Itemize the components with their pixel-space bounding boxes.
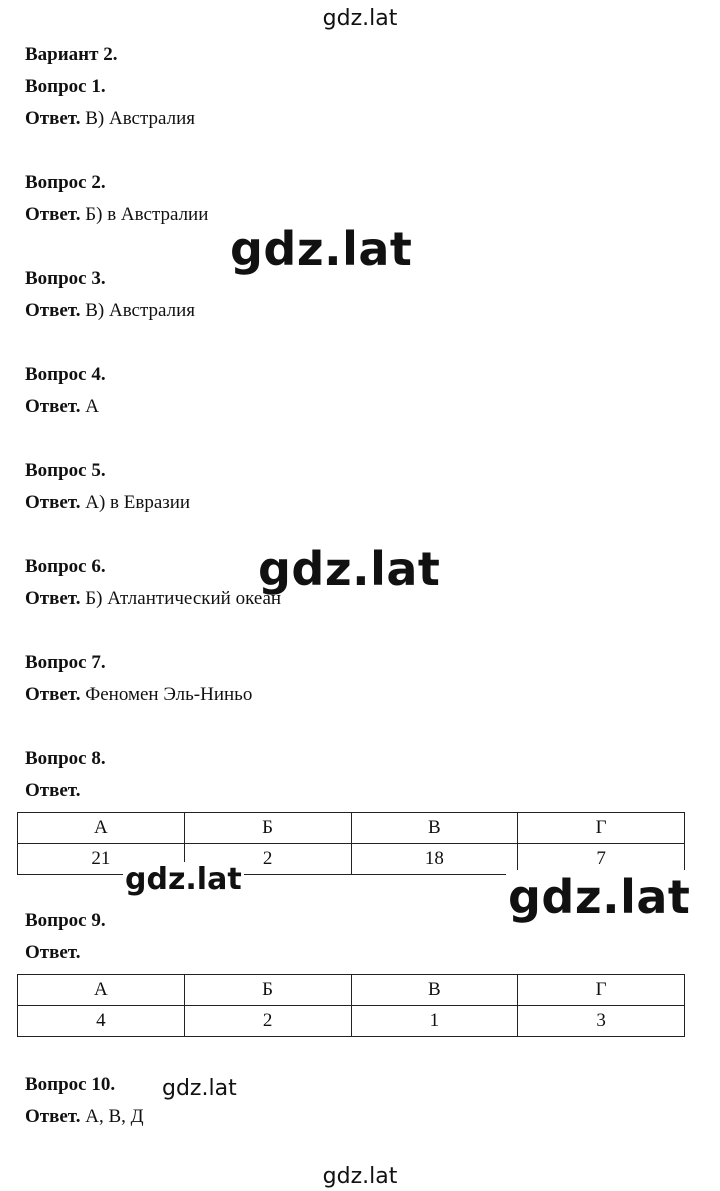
question-4: Вопрос 4.: [25, 364, 106, 385]
answer-3-text: В) Австралия: [85, 300, 196, 321]
answer-10-text: А, В, Д: [85, 1106, 144, 1127]
answer-label: Ответ.: [25, 108, 81, 129]
watermark-overlay: gdz.lat: [162, 1076, 237, 1101]
table-value-cell: 2: [184, 1006, 351, 1037]
answer-label: Ответ.: [25, 942, 81, 963]
watermark-top: gdz.lat: [322, 6, 398, 31]
answer-6: [25, 588, 281, 610]
table-header-cell: А: [18, 813, 185, 844]
answer-2-text: Б) в Австралии: [85, 204, 209, 225]
answer-label: Ответ.: [25, 588, 81, 609]
answer-label: Ответ.: [25, 780, 81, 801]
table-value-cell: 3: [518, 1006, 685, 1037]
table-value-cell: 2: [184, 844, 351, 875]
answer-6-text: Б) Атлантический океан: [85, 588, 282, 609]
answer-label: Ответ.: [25, 204, 81, 225]
answer-5: [25, 492, 190, 514]
answer-label: Ответ.: [25, 492, 81, 513]
answer-5-text: А) в Евразии: [85, 492, 191, 513]
question-8: Вопрос 8.: [25, 748, 106, 769]
answer-label: Ответ.: [25, 1106, 81, 1127]
answer-8: [25, 780, 80, 802]
question-9: Вопрос 9.: [25, 910, 106, 931]
answer-9: [25, 942, 80, 964]
answer-4-text: А: [85, 396, 99, 417]
answer-1-text: В) Австралия: [85, 108, 196, 129]
watermark-overlay: gdz.lat: [258, 542, 441, 596]
question-3: Вопрос 3.: [25, 268, 106, 289]
answer-8-table: [17, 812, 685, 875]
question-6: Вопрос 6.: [25, 556, 106, 577]
table-header-row: [18, 813, 685, 844]
answer-2: [25, 204, 208, 226]
table-header-cell: Б: [184, 813, 351, 844]
watermark-overlay: gdz.lat: [230, 222, 413, 276]
table-header-cell: А: [18, 975, 185, 1006]
table-value-row: [18, 1006, 685, 1037]
answer-label: Ответ.: [25, 300, 81, 321]
table-header-cell: В: [351, 813, 518, 844]
answer-7: [25, 684, 252, 706]
answer-10: [25, 1106, 144, 1128]
answer-9-table: [17, 974, 685, 1037]
answer-4: [25, 396, 99, 418]
watermark-overlay: gdz.lat: [508, 870, 691, 924]
answer-3: [25, 300, 195, 322]
question-10: Вопрос 10.: [25, 1074, 116, 1095]
table-value-cell: 7: [518, 844, 685, 875]
table-header-cell: Г: [518, 813, 685, 844]
table-header-cell: Б: [184, 975, 351, 1006]
watermark-bottom: gdz.lat: [322, 1164, 398, 1189]
table-value-cell: 21: [18, 844, 185, 875]
watermark-overlay: gdz.lat: [125, 862, 242, 897]
table-value-cell: 4: [18, 1006, 185, 1037]
table-header-row: [18, 975, 685, 1006]
variant-title: Вариант 2.: [25, 44, 118, 65]
answer-7-text: Феномен Эль-Ниньо: [85, 684, 253, 705]
question-7: Вопрос 7.: [25, 652, 106, 673]
answer-label: Ответ.: [25, 396, 81, 417]
answer-1: [25, 108, 195, 130]
table-value-cell: 1: [351, 1006, 518, 1037]
table-header-cell: В: [351, 975, 518, 1006]
answer-label: Ответ.: [25, 684, 81, 705]
table-value-cell: 18: [351, 844, 518, 875]
question-1: Вопрос 1.: [25, 76, 106, 97]
question-2: Вопрос 2.: [25, 172, 106, 193]
question-5: Вопрос 5.: [25, 460, 106, 481]
table-header-cell: Г: [518, 975, 685, 1006]
